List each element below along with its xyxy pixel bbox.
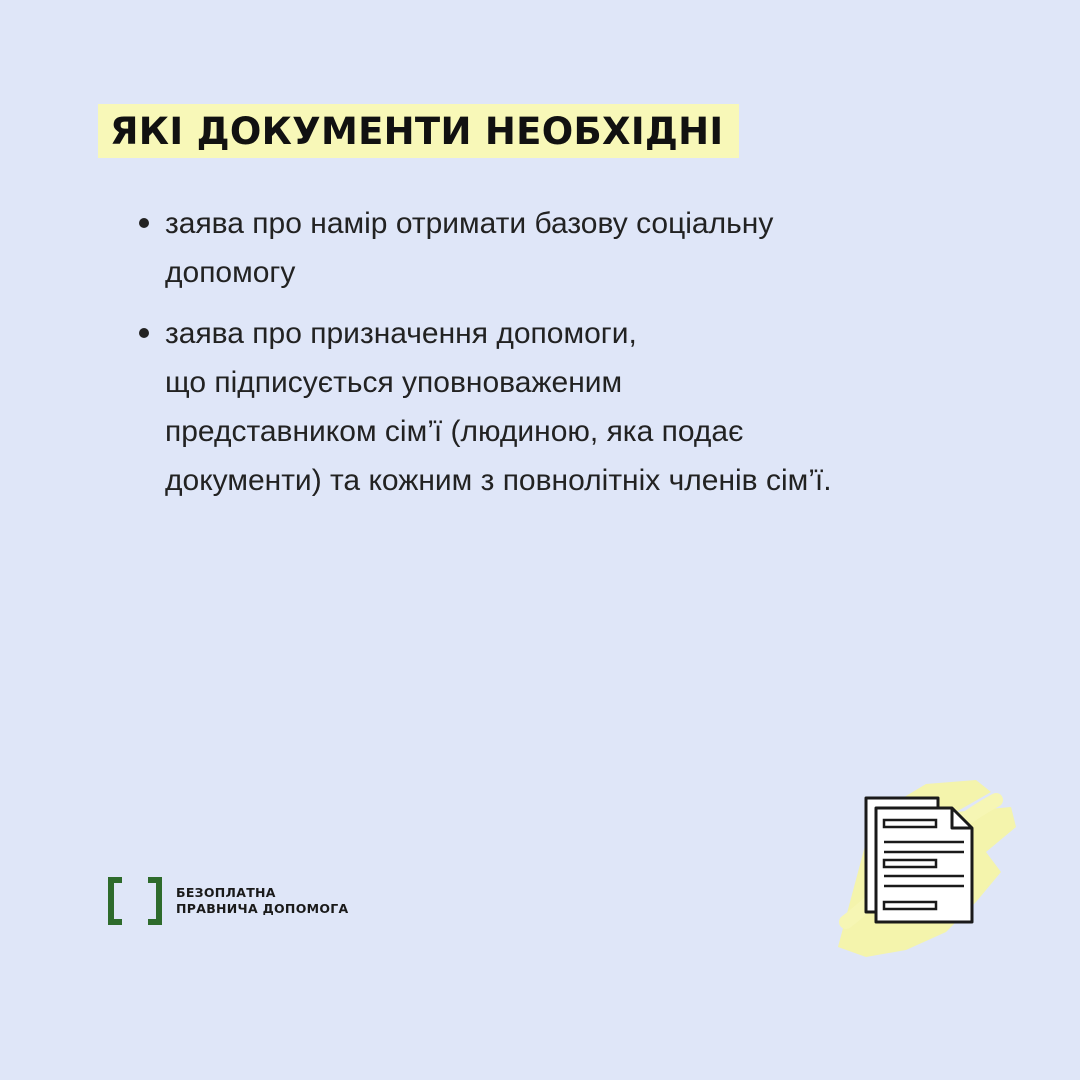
bullet-icon <box>139 218 149 228</box>
list-item-line: заява про намір отримати базову соціальну <box>165 207 774 240</box>
list-item <box>137 199 1017 297</box>
list-item-line: документи) та кожним з повнолітніх членів сім’ї. <box>165 464 832 497</box>
brand-name-line2: ПРАВНИЧА ДОПОМОГА <box>176 901 349 916</box>
brand-logo <box>108 877 349 925</box>
bullet-icon <box>139 328 149 338</box>
brand-name <box>176 885 349 917</box>
list-item-line: допомогу <box>165 256 296 289</box>
list-item-line: що підписується уповноваженим <box>165 366 623 399</box>
brackets-logo-icon <box>108 877 162 925</box>
documents-list <box>137 199 1017 517</box>
title-highlight <box>98 104 739 158</box>
list-item-line: представником сім’ї (людиною, яка подає <box>165 415 744 448</box>
list-item <box>137 309 1017 505</box>
page-title: ЯКІ ДОКУМЕНТИ НЕОБХІДНІ <box>110 109 724 153</box>
documents-icon <box>826 772 1026 962</box>
list-item-line: заява про призначення допомоги, <box>165 317 637 350</box>
brand-name-line1: БЕЗОПЛАТНА <box>176 885 276 900</box>
